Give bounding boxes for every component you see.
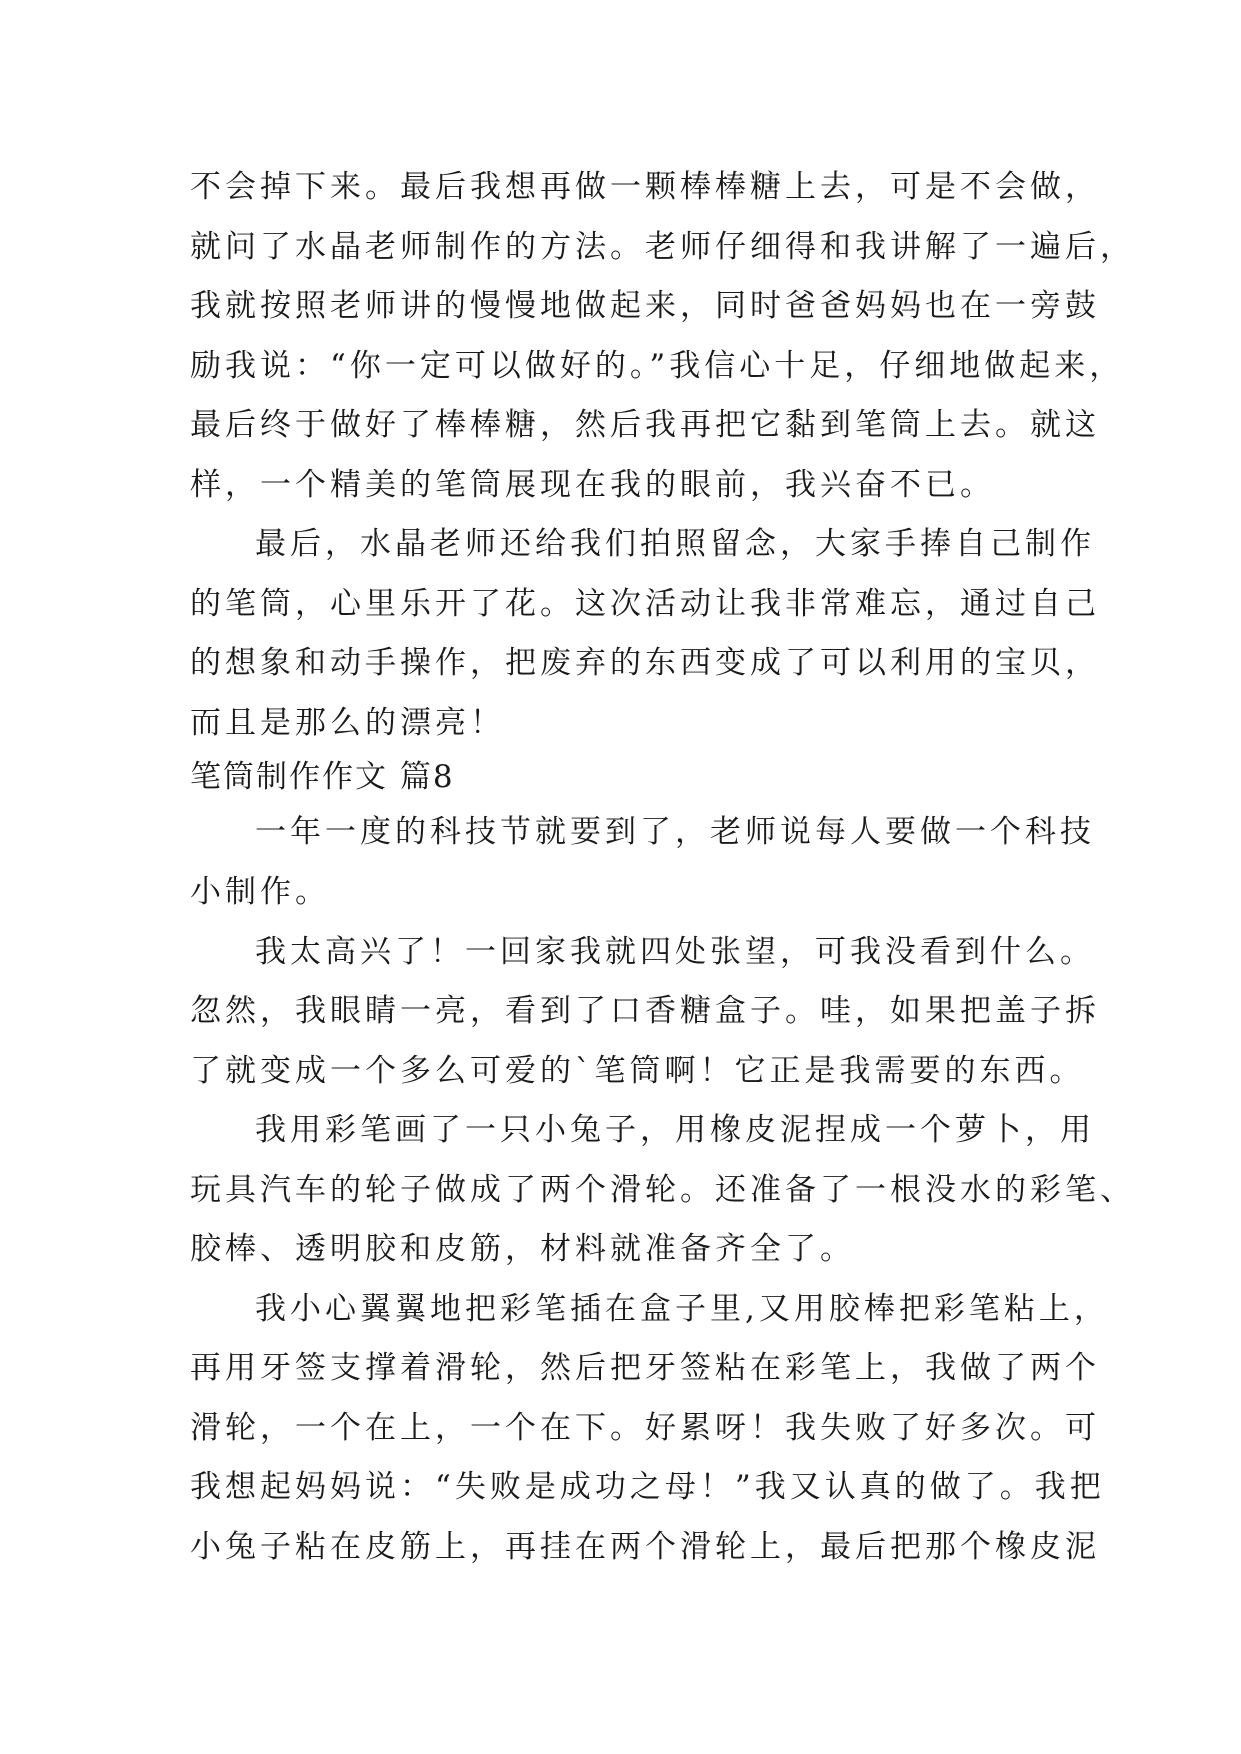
text-line: 小制作。 — [190, 874, 330, 910]
text-line: 最后终于做好了棒棒糖，然后我再把它黏到笔筒上去。就这 — [190, 407, 1100, 443]
paragraph-start-line: 我太高兴了！一回家我就四处张望，可我没看到什么。 — [255, 934, 1095, 970]
text-line: 就问了水晶老师制作的方法。老师仔细得和我讲解了一遍后， — [190, 229, 1135, 265]
text-line: 不会掉下来。最后我想再做一颗棒棒糖上去，可是不会做， — [190, 169, 1100, 205]
section-heading: 笔筒制作作文 篇8 — [190, 759, 455, 795]
text-line: 小兔子粘在皮筋上，再挂在两个滑轮上，最后把那个橡皮泥 — [190, 1529, 1100, 1565]
text-line: 的想象和动手操作，把废弃的东西变成了可以利用的宝贝， — [190, 645, 1100, 681]
text-line: 胶棒、透明胶和皮筋，材料就准备齐全了。 — [190, 1231, 855, 1267]
text-line: 滑轮，一个在上，一个在下。好累呀！我失败了好多次。可 — [190, 1410, 1100, 1446]
text-line: 了就变成一个多么可爱的`笔筒啊！它正是我需要的东西。 — [190, 1053, 1085, 1089]
text-line: 我想起妈妈说：“失败是成功之母！”我又认真的做了。我把 — [190, 1469, 1105, 1505]
text-line: 忽然，我眼睛一亮，看到了口香糖盒子。哇，如果把盖子拆 — [190, 993, 1100, 1029]
text-line: 玩具汽车的轮子做成了两个滑轮。还准备了一根没水的彩笔、 — [190, 1172, 1135, 1208]
text-line: 的笔筒，心里乐开了花。这次活动让我非常难忘，通过自己 — [190, 586, 1100, 622]
paragraph-start-line: 最后，水晶老师还给我们拍照留念，大家手捧自己制作 — [255, 526, 1095, 562]
paragraph-start-line: 我用彩笔画了一只小兔子，用橡皮泥捏成一个萝卜，用 — [255, 1112, 1095, 1148]
text-line: 我就按照老师讲的慢慢地做起来，同时爸爸妈妈也在一旁鼓 — [190, 288, 1100, 324]
paragraph-start-line: 我小心翼翼地把彩笔插在盒子里,又用胶棒把彩笔粘上， — [255, 1291, 1109, 1327]
paragraph-start-line: 一年一度的科技节就要到了，老师说每人要做一个科技 — [255, 814, 1095, 850]
text-line: 励我说：“你一定可以做好的。”我信心十足，仔细地做起来， — [190, 348, 1125, 384]
text-line: 再用牙签支撑着滑轮，然后把牙签粘在彩笔上，我做了两个 — [190, 1350, 1100, 1386]
text-line: 样，一个精美的笔筒展现在我的眼前，我兴奋不已。 — [190, 467, 995, 503]
text-line: 而且是那么的漂亮！ — [190, 705, 505, 741]
